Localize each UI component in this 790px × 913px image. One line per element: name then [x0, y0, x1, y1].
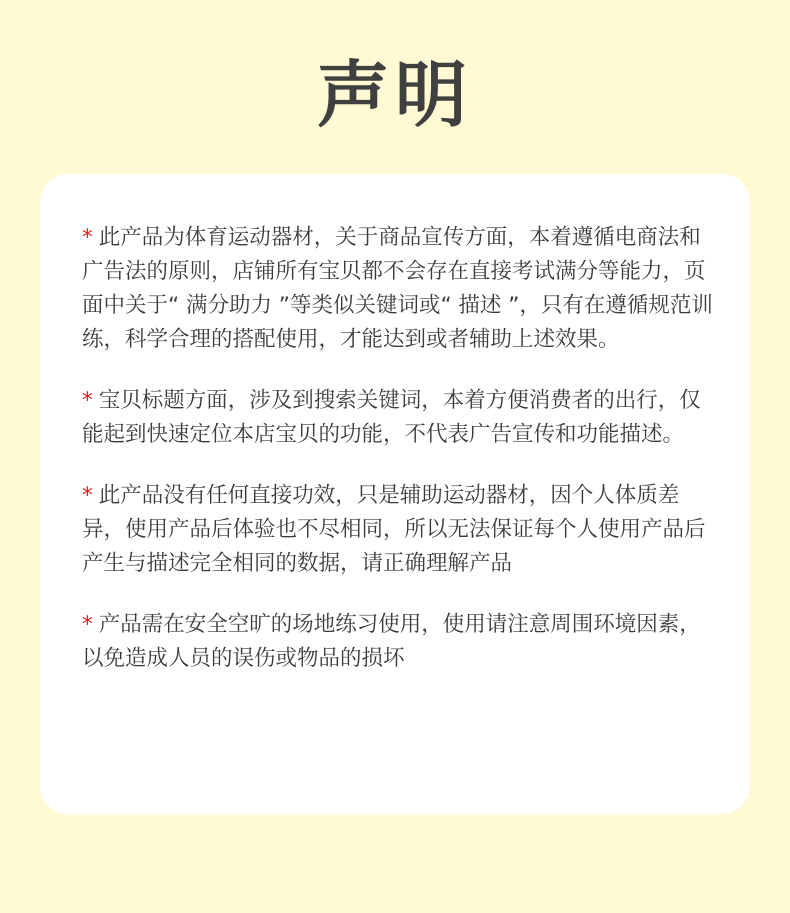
- notice-item: [82, 608, 718, 676]
- disclaimer-card: [40, 174, 750, 814]
- notice-text: 此产品没有任何直接功效，只是辅助运动器材，因个人体质差异，使用产品后体验也不尽相同，所以无法保证每个人使用产品后产生与描述完全相同的数据，请正确理解产品: [82, 483, 706, 576]
- page-title: 声明: [316, 53, 473, 137]
- notice-item: [82, 221, 718, 357]
- asterisk-bullet: *: [82, 612, 93, 637]
- notice-text: 此产品为体育运动器材，关于商品宣传方面，本着遵循电商法和广告法的原则，店铺所有宝贝都不会存在直接考试满分等能力，页面中关于“ 满分助力 ”等类似关键词或“ 描述 ”，只有在遵循规范训练，科学合理的搭配使用，才能达到或者辅助上述效果。: [82, 225, 713, 352]
- asterisk-bullet: *: [82, 483, 93, 508]
- notice-item: [82, 384, 718, 452]
- notice-text: 产品需在安全空旷的场地练习使用，使用请注意周围环境因素，以免造成人员的误伤或物品的损坏: [82, 612, 701, 671]
- notice-item: [82, 479, 718, 581]
- asterisk-bullet: *: [82, 225, 93, 250]
- notice-text: 宝贝标题方面，涉及到搜索关键词，本着方便消费者的出行，仅能起到快速定位本店宝贝的功能，不代表广告宣传和功能描述。: [82, 388, 701, 447]
- asterisk-bullet: *: [82, 388, 93, 413]
